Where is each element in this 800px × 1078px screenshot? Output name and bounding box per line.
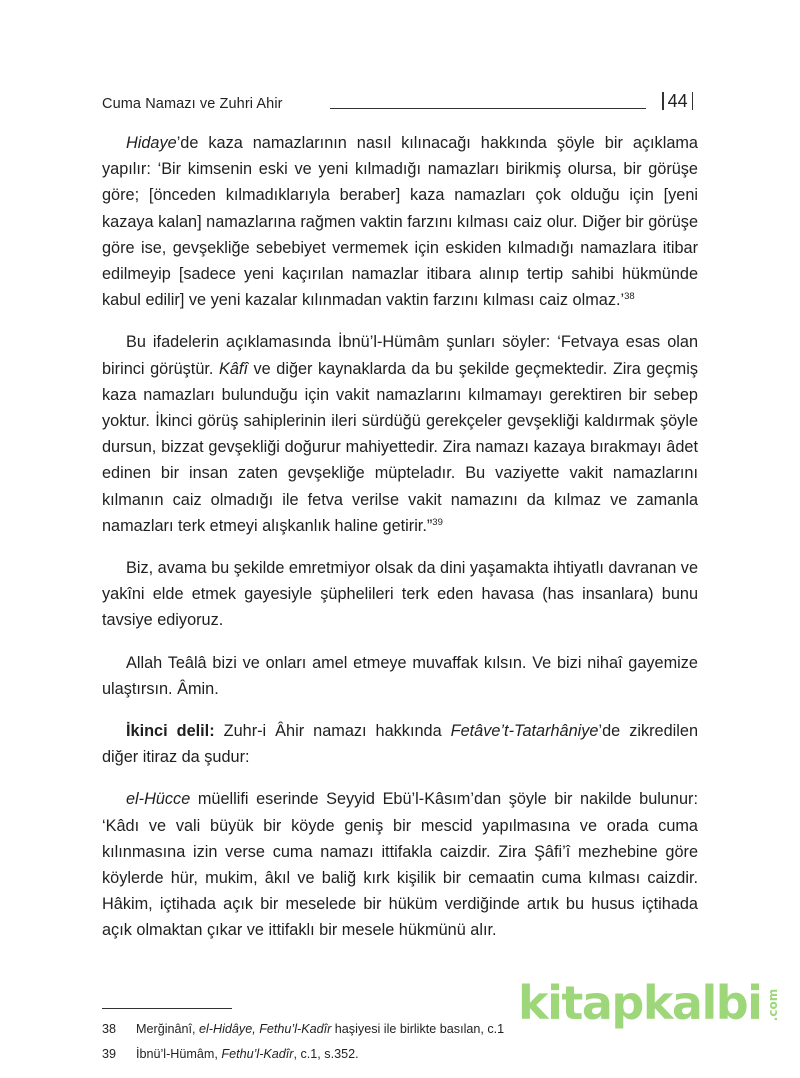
running-title: Cuma Namazı ve Zuhri Ahir bbox=[102, 96, 283, 112]
footnote-author: İbnü’l-Hümâm, bbox=[136, 1047, 222, 1061]
book-title-hidaye: Hidaye bbox=[126, 134, 177, 152]
paragraph-text: ve diğer kaynaklarda da bu şekilde geçmektedir. Zira geçmiş kaza namazları bulunduğu için vakit namazlarını kılmamayı gerektiren bir sebep yoktur. İkinci görüş sahiplerinin ileri sürdüğü gerekçeler gevşekliği kaldırmak şöyle dursun, bizzat gevşekliği doğurur mahiyettedir. Zira namazı kazaya bırakmayı âdet edinen bir insan zaten gevşekliğe müpteladır. Bu vaziyette vakit namazlarını kılmanın caiz olmadığı ile fetva verilse vakit namazını da kılmaz ve zamanla namazları terk etmeyi alışkanlık haline getirir.” bbox=[102, 359, 698, 535]
footnote-text bbox=[136, 1017, 504, 1042]
paragraph-text: Biz, avama bu şekilde emretmiyor olsak da dini yaşamakta ihtiyatlı davranan ve yakîni elde etmek gayesiyle şüphelileri terk eden havasa (has insanlara) bunu tavsiye ediyoruz. bbox=[102, 559, 698, 630]
paragraph-text: Bu ifadelerin açıklamasında İbnü’l-Hümâm şunları söyler: ‘Fetvaya esas olan birinci görüştür. bbox=[102, 333, 698, 378]
paragraph-el-hucce bbox=[102, 786, 698, 943]
watermark-text: kitapkalbi bbox=[518, 976, 762, 1030]
paragraph-ikinci-delil bbox=[102, 718, 698, 770]
footnote-author: Merğinânî, bbox=[136, 1022, 199, 1036]
footnote-39 bbox=[102, 1042, 702, 1067]
page-number-box bbox=[662, 88, 693, 114]
footnote-book-title: el-Hidâye, Fethu’l-Kadîr bbox=[199, 1022, 332, 1036]
footnote-ref-39[interactable]: 39 bbox=[432, 516, 443, 528]
header-rule bbox=[330, 108, 646, 109]
footnote-book-title: Fethu’l-Kadîr bbox=[221, 1047, 294, 1061]
watermark-logo bbox=[518, 976, 790, 1030]
book-title-el-hucce: el-Hücce bbox=[126, 790, 191, 809]
paragraph-text: ’de kaza namazlarının nasıl kılınacağı hakkında şöyle bir açıklama yapılır: ‘Bir kimsenin eski ve yeni kılmadığı namazları birikmiş olursa, bir görüşe göre; [önceden kılmadıklarıyla beraber] kaza namazları çok olduğu için [yeni kazaya kalan] namazlarına rağmen vaktin farzını kılması caiz olur. Diğer bir görüşe göre ise, gevşekliğe sebebiyet vermemek için eskiden kılmadığı namazlara itibar edilmeyip [sadece yeni kaçırılan namazlar itibara alınıp tertip sahibi hükmünde kabul edilir] ve yeni kazalar kılınmadan vaktin farzını kılması caiz olmaz.’ bbox=[102, 134, 698, 310]
running-header bbox=[102, 88, 702, 118]
paragraph-avam bbox=[102, 555, 698, 634]
footnote-rule bbox=[102, 1008, 232, 1009]
paragraph-text: müellifi eserinde Seyyid Ebü’l-Kâsım’dan şöyle bir nakilde bulunur: ‘Kâdı ve vali büyük bir köyde geniş bir mescid yapılmasına ve orada cuma kılınmasına izin verse cuma namazı ittifakla caizdir. Zira Şâfi’î mezhebine göre köylerde hür, mukim, âkıl ve baliğ kırk kişilik bir cemaatin cuma kılması caizdir. Hâkim, içtihada açık bir meselede bir hüküm verdiğinde artık bu husus içtihada açık olmaktan çıkar ve ittifaklı bir mesele hükmünü alır. bbox=[102, 790, 698, 940]
main-text bbox=[102, 130, 698, 960]
paragraph-ibnul-humam bbox=[102, 329, 698, 539]
paragraph-text: Allah Teâlâ bizi ve onları amel etmeye muvaffak kılsın. Ve bizi nihaî gayemize ulaştırsın. Âmin. bbox=[102, 653, 698, 698]
section-label-ikinci-delil: İkinci delil: bbox=[126, 722, 215, 741]
footnote-number: 38 bbox=[102, 1022, 117, 1036]
page-number-bar-right bbox=[692, 92, 694, 110]
footnote-ref-38[interactable]: 38 bbox=[624, 291, 635, 303]
book-title-kafi: Kâfî bbox=[219, 359, 248, 378]
footnote-detail: haşiyesi ile birlikte basılan, c.1 bbox=[331, 1022, 505, 1036]
paragraph-hidaye bbox=[102, 130, 698, 313]
paragraph-text: Zuhr-i Âhir namazı hakkında bbox=[214, 722, 451, 741]
book-title-tatarhaniye: Fetâve’t-Tatarhâniye bbox=[450, 722, 599, 741]
paragraph-text: ’de zikredilen diğer itiraz da şudur: bbox=[102, 722, 698, 767]
footnote-number: 39 bbox=[102, 1047, 117, 1061]
paragraph-dua bbox=[102, 650, 698, 702]
watermark-suffix: .com bbox=[766, 988, 781, 1022]
footnote-text bbox=[136, 1042, 359, 1067]
footnote-detail: , c.1, s.352. bbox=[293, 1047, 359, 1061]
page-number: 44 bbox=[667, 90, 688, 111]
